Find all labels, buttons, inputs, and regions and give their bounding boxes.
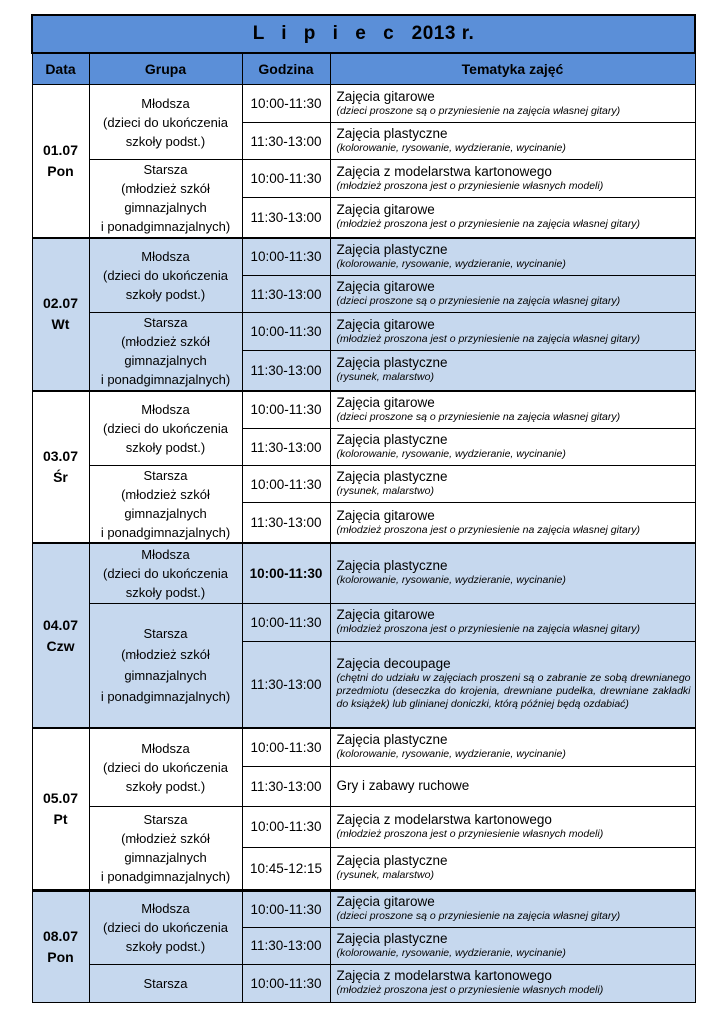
topic-desc: (rysunek, malarstwo) <box>336 371 434 384</box>
group-label: gimnazjalnych <box>124 200 207 216</box>
group-label: (dzieci do ukończenia <box>102 920 229 935</box>
time-cell: 10:00-11:30 <box>242 391 330 429</box>
topic-cell <box>330 85 695 123</box>
topic-title: Zajęcia gitarowe <box>336 202 435 218</box>
group-label: Młodsza <box>141 95 190 111</box>
header-row <box>32 53 695 85</box>
topic-cell <box>330 123 695 160</box>
topic-title: Zajęcia z modelarstwa kartonowego <box>336 811 552 827</box>
topic-desc: (kolorowanie, rysowanie, wydzieranie, wycinanie) <box>336 748 566 761</box>
topic-desc: (kolorowanie, rysowanie, wydzieranie, wycinanie) <box>336 946 566 959</box>
time-cell: 10:45-12:15 <box>242 847 330 890</box>
topic-cell <box>330 391 695 429</box>
time-cell: 10:00-11:30 <box>242 160 330 198</box>
time-cell: 11:30-13:00 <box>242 927 330 964</box>
group-label: i ponadgimnazjalnych) <box>100 219 231 235</box>
table-row <box>32 890 695 927</box>
group-younger <box>89 391 242 466</box>
weekday: Śr <box>53 468 68 485</box>
topic-title: Zajęcia plastyczne <box>336 732 448 748</box>
weekday: Pon <box>47 948 74 965</box>
time-cell: 10:00-11:30 <box>242 806 330 847</box>
time-cell: 10:00-11:30 <box>242 603 330 641</box>
group-label: Starsza <box>143 162 188 178</box>
title-month: L i p i e c <box>252 23 400 44</box>
date-cell <box>32 890 89 1002</box>
topic-desc: (młodzież proszona jest o przyniesienie na zajęcia własnej gitary) <box>336 623 640 635</box>
date-value: 03.07 <box>42 447 79 464</box>
schedule-sheet <box>31 14 694 1003</box>
group-label: szkoły podst.) <box>125 939 206 954</box>
time-cell: 11:30-13:00 <box>242 641 330 728</box>
topic-desc: (rysunek, malarstwo) <box>336 869 434 881</box>
group-label: gimnazjalnych <box>124 506 207 521</box>
topic-desc: (dzieci proszone są o przyniesienie na zajęcia własnej gitary) <box>336 104 621 117</box>
date-cell <box>32 85 89 238</box>
topic-title: Zajęcia gitarowe <box>336 607 435 622</box>
topic-title: Zajęcia plastyczne <box>336 558 448 574</box>
header-date: Data <box>32 53 89 85</box>
topic-desc: (młodzież proszona jest o przyniesienie własnych modeli) <box>336 984 604 996</box>
table-row <box>32 964 695 1002</box>
group-younger <box>89 238 242 313</box>
topic-title: Zajęcia z modelarstwa kartonowego <box>336 163 552 179</box>
topic-cell <box>330 728 695 766</box>
topic-cell <box>330 429 695 466</box>
topic-desc: (młodzież proszona jest o przyniesienie na zajęcia własnej gitary) <box>336 332 640 345</box>
topic-title: Zajęcia plastyczne <box>336 469 448 485</box>
topic-title: Zajęcia plastyczne <box>336 241 448 257</box>
group-label: Młodsza <box>141 740 190 756</box>
group-label: Starsza <box>143 315 188 331</box>
group-older <box>89 160 242 238</box>
group-label: i ponadgimnazjalnych) <box>100 372 231 388</box>
topic-desc: (dzieci proszone są o przyniesienie na zajęcia własnej gitary) <box>336 910 621 922</box>
date-value: 02.07 <box>42 295 79 311</box>
group-younger <box>89 728 242 806</box>
topic-title: Zajęcia plastyczne <box>336 853 448 868</box>
group-label: (młodzież szkół <box>121 181 210 197</box>
group-label: gimnazjalnych <box>124 668 207 684</box>
group-younger <box>89 890 242 964</box>
topic-cell <box>330 313 695 351</box>
topic-title: Zajęcia gitarowe <box>336 507 435 523</box>
group-label: i ponadgimnazjalnych) <box>100 525 231 540</box>
table-row <box>32 543 695 603</box>
topic-cell <box>330 766 695 806</box>
date-cell <box>32 391 89 544</box>
date-value: 04.07 <box>42 616 79 633</box>
weekday: Pon <box>47 162 74 179</box>
group-label: Młodsza <box>141 546 190 562</box>
header-topic: Tematyka zajęć <box>330 53 695 85</box>
topic-cell <box>330 806 695 847</box>
time-cell: 11:30-13:00 <box>242 198 330 238</box>
table-row <box>32 238 695 276</box>
topic-cell <box>330 964 695 1002</box>
table-row <box>32 466 695 503</box>
date-value: 01.07 <box>42 141 79 158</box>
group-label: gimnazjalnych <box>124 353 207 369</box>
topic-desc: (chętni do udziału w zajęciach proszeni są o zabranie ze sobą drewnianego przedmiotu (deseczka do krojenia, drewniane pudełka, drewniane zakładki do książek) lub glinianej doniczki, którą później będą ozdabiać) <box>336 672 691 711</box>
time-cell: 10:00-11:30 <box>242 238 330 276</box>
group-label: i ponadgimnazjalnych) <box>100 689 231 705</box>
topic-title: Zajęcia plastyczne <box>336 930 448 946</box>
time-cell: 11:30-13:00 <box>242 429 330 466</box>
weekday: Wt <box>51 316 70 332</box>
topic-desc: (dzieci proszone są o przyniesienie na zajęcia własnej gitary) <box>336 410 621 423</box>
topic-cell <box>330 198 695 238</box>
topic-title: Zajęcia plastyczne <box>336 355 448 371</box>
group-older <box>89 603 242 728</box>
group-label: (dzieci do ukończenia <box>102 565 229 581</box>
group-label: (dzieci do ukończenia <box>102 114 229 130</box>
group-older <box>89 964 242 1002</box>
topic-cell <box>330 890 695 927</box>
group-label: i ponadgimnazjalnych) <box>100 868 231 884</box>
group-label: (młodzież szkół <box>121 647 210 663</box>
header-group: Grupa <box>89 53 242 85</box>
group-label: (dzieci do ukończenia <box>102 420 229 436</box>
table-row <box>32 313 695 351</box>
time-cell: 10:00-11:30 <box>242 466 330 503</box>
topic-title: Zajęcia z modelarstwa kartonowego <box>336 968 552 983</box>
group-label: szkoły podst.) <box>125 778 206 794</box>
topic-title: Zajęcia gitarowe <box>336 316 435 332</box>
date-cell <box>32 238 89 391</box>
group-older <box>89 806 242 890</box>
group-label: szkoły podst.) <box>125 133 206 149</box>
table-row <box>32 728 695 766</box>
group-label: szkoły podst.) <box>125 584 206 600</box>
time-cell: 10:00-11:30 <box>242 313 330 351</box>
date-cell <box>32 728 89 890</box>
group-label: Starsza <box>143 811 188 827</box>
topic-title: Zajęcia gitarowe <box>336 88 435 104</box>
group-label: Młodsza <box>141 248 190 264</box>
group-older <box>89 313 242 391</box>
table-row <box>32 391 695 429</box>
group-label: Starsza <box>143 468 188 483</box>
topic-title: Zajęcia gitarowe <box>336 894 435 909</box>
group-label: szkoły podst.) <box>125 286 206 302</box>
time-cell: 11:30-13:00 <box>242 351 330 391</box>
schedule-table <box>31 14 696 1003</box>
table-row <box>32 160 695 198</box>
group-label: szkoły podst.) <box>125 439 206 455</box>
topic-desc: (młodzież proszona jest o przyniesienie własnych modeli) <box>336 179 604 192</box>
time-cell: 11:30-13:00 <box>242 276 330 313</box>
topic-cell <box>330 847 695 890</box>
time-cell: 10:00-11:30 <box>242 728 330 766</box>
time-cell: 10:00-11:30 <box>242 964 330 1002</box>
topic-cell <box>330 466 695 503</box>
header-time: Godzina <box>242 53 330 85</box>
group-label: (młodzież szkół <box>121 334 210 350</box>
topic-cell <box>330 927 695 964</box>
topic-desc: (kolorowanie, rysowanie, wydzieranie, wycinanie) <box>336 142 566 154</box>
group-label: Młodsza <box>141 901 190 916</box>
date-cell <box>32 543 89 728</box>
topic-desc: (młodzież proszona jest o przyniesienie na zajęcia własnej gitary) <box>336 218 640 231</box>
topic-cell <box>330 160 695 198</box>
topic-title: Zajęcia gitarowe <box>336 394 435 410</box>
group-label: (dzieci do ukończenia <box>102 267 229 283</box>
topic-desc: (kolorowanie, rysowanie, wydzieranie, wycinanie) <box>336 448 566 460</box>
topic-title: Zajęcia plastyczne <box>336 432 448 447</box>
time-cell: 11:30-13:00 <box>242 503 330 543</box>
topic-desc: (dzieci proszone są o przyniesienie na zajęcia własnej gitary) <box>336 295 621 307</box>
group-label: gimnazjalnych <box>124 849 207 865</box>
topic-desc: (rysunek, malarstwo) <box>336 485 434 498</box>
group-label: Młodsza <box>141 401 190 417</box>
time-cell: 11:30-13:00 <box>242 123 330 160</box>
topic-cell <box>330 276 695 313</box>
topic-cell <box>330 543 695 603</box>
time-cell: 10:00-11:30 <box>242 890 330 927</box>
group-younger <box>89 85 242 160</box>
topic-title: Zajęcia decoupage <box>336 656 451 672</box>
topic-cell <box>330 238 695 276</box>
table-row <box>32 806 695 847</box>
group-label: (dzieci do ukończenia <box>102 759 229 775</box>
group-label: Starsza <box>143 626 188 642</box>
group-label: (młodzież szkół <box>121 830 210 846</box>
topic-desc: (młodzież proszona jest o przyniesienie własnych modeli) <box>336 827 604 840</box>
topic-cell <box>330 351 695 391</box>
group-younger <box>89 543 242 603</box>
time-cell: 10:00-11:30 <box>242 543 330 603</box>
page-title <box>32 15 695 53</box>
topic-title: Zajęcia plastyczne <box>336 126 448 141</box>
time-cell: 10:00-11:30 <box>242 85 330 123</box>
table-row <box>32 603 695 641</box>
group-label: (młodzież szkół <box>121 487 210 502</box>
date-value: 05.07 <box>42 789 79 806</box>
title-year: 2013 r. <box>411 23 475 44</box>
time-cell: 11:30-13:00 <box>242 766 330 806</box>
topic-title: Zajęcia gitarowe <box>336 279 435 294</box>
topic-desc: (młodzież proszona jest o przyniesienie na zajęcia własnej gitary) <box>336 523 640 536</box>
weekday: Czw <box>46 637 75 654</box>
weekday: Pt <box>53 810 68 827</box>
date-value: 08.07 <box>42 927 79 944</box>
topic-desc: (kolorowanie, rysowanie, wydzieranie, wycinanie) <box>336 574 566 587</box>
topic-cell <box>330 641 695 728</box>
topic-cell <box>330 503 695 543</box>
topic-cell <box>330 603 695 641</box>
group-older <box>89 466 242 544</box>
table-row <box>32 85 695 123</box>
topic-title: Gry i zabawy ruchowe <box>336 777 470 793</box>
group-label: Starsza <box>143 975 188 991</box>
topic-desc: (kolorowanie, rysowanie, wydzieranie, wycinanie) <box>336 257 566 270</box>
